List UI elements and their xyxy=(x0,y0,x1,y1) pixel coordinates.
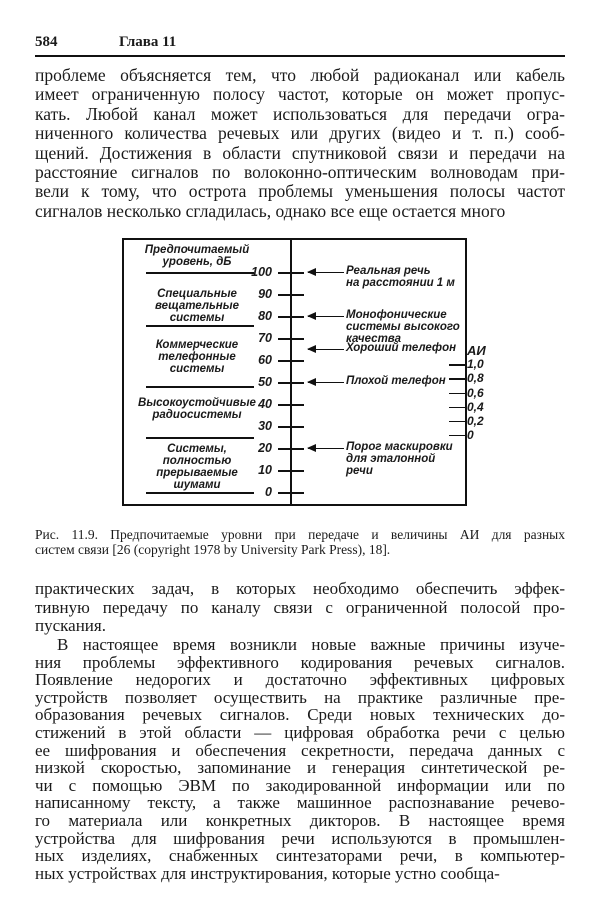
category-divider xyxy=(146,325,254,327)
category-label-line: Специальные xyxy=(157,288,237,300)
ai-tick-label: 0,4 xyxy=(467,399,484,414)
category-label-line: шумами xyxy=(173,478,221,491)
arrow-icon xyxy=(308,272,344,273)
ai-scale xyxy=(465,240,486,442)
text-line: стижений в этой области — цифровая обработка речи с целью xyxy=(35,722,565,742)
ai-tick xyxy=(449,364,465,366)
arrow-icon xyxy=(308,316,344,317)
arrow-icon xyxy=(308,448,344,449)
arrow-icon xyxy=(308,382,344,383)
paragraph-3 xyxy=(35,636,565,882)
ai-tick xyxy=(449,393,465,395)
arrow-icon xyxy=(308,349,344,350)
text-line: В настоящее время возникли новые важные причины изуче- xyxy=(57,635,565,654)
level-tick-label: 40 xyxy=(258,397,272,411)
reference-label-line: Реальная речь xyxy=(346,265,431,277)
level-tick-label: 50 xyxy=(258,375,272,389)
text-line: ных изделиях, снабженных синтезаторами речи, в компьютер- xyxy=(35,846,565,866)
text-line: низкой скоростью, запоминание и генерация синтетической ре- xyxy=(35,758,565,778)
reference-label-line: Монофонические xyxy=(346,309,447,321)
level-tick-label: 90 xyxy=(258,287,272,301)
ai-tick xyxy=(449,421,465,423)
ai-scale-label: АИ xyxy=(467,343,486,359)
text-line: написанному тексту, а также машинное распознавание речево- xyxy=(35,793,565,813)
figure-diagram xyxy=(122,238,486,506)
category-label-line: телефонные xyxy=(158,350,236,363)
text-line: чи с помощью ЭВМ по закодированной информации или по xyxy=(35,775,565,795)
category-label-line: Коммерческие xyxy=(155,338,239,351)
category-label-line: системы xyxy=(169,312,225,324)
level-tick-label: 20 xyxy=(258,441,272,455)
page-number: 584 xyxy=(35,34,58,50)
ai-tick-label: 1,0 xyxy=(467,357,484,372)
category-label-line: Системы, xyxy=(167,442,227,455)
level-tick xyxy=(278,492,304,494)
level-tick-label: 0 xyxy=(265,485,272,499)
level-tick-label: 70 xyxy=(258,331,272,345)
level-tick xyxy=(278,316,304,318)
reference-label-line: для эталонной xyxy=(346,453,436,465)
reference-label-line: на расстоянии 1 м xyxy=(346,277,455,289)
figure-caption xyxy=(35,527,565,557)
text-line: проблеме объясняется тем, что любой радиоканал или кабель xyxy=(35,65,565,85)
category-label-line: Высокоустойчивые xyxy=(138,397,256,410)
reference-label xyxy=(346,375,496,387)
ai-tick-label: 0,8 xyxy=(467,371,484,386)
level-tick-label: 60 xyxy=(258,353,272,367)
text-line: устройств позволяет осуществить на практике различные пре- xyxy=(35,687,565,707)
category-label-line: системы xyxy=(169,362,225,375)
level-tick-label: 10 xyxy=(258,463,272,477)
title-line: Предпочитаемый xyxy=(144,244,250,256)
level-tick xyxy=(278,272,304,274)
paragraph-2 xyxy=(35,580,565,636)
title-line: уровень, дБ xyxy=(162,256,232,268)
paragraph-1 xyxy=(35,66,565,221)
ai-tick-label: 0,6 xyxy=(467,385,484,400)
text-line: образования речевых сигналов. Среди новых технических до- xyxy=(35,705,565,725)
level-tick-label: 100 xyxy=(251,265,272,279)
header-rule xyxy=(35,55,565,57)
chapter-title: Глава 11 xyxy=(119,34,177,50)
reference-label xyxy=(346,309,496,345)
category-label-line: прерываемые xyxy=(156,466,238,479)
level-tick xyxy=(278,404,304,406)
text-line: вели к тому, что острота проблемы уменьшения полосы частот xyxy=(35,181,565,202)
level-tick xyxy=(278,338,304,340)
text-line: практических задач, в которых необходимо обеспечить эффек- xyxy=(35,579,565,598)
text-line: Рис. 11.9. Предпочитаемые уровни при передаче и величины АИ для разных xyxy=(35,527,565,542)
text-line: щений. Достижения в области спутниковой связи и передачи на xyxy=(35,142,565,163)
level-tick xyxy=(278,470,304,472)
text-line: ее шифрования и обеспечения секретности, передача данных с xyxy=(35,740,565,760)
text-line: систем связи [26 (copyright 1978 by University Park Press), 18]. xyxy=(35,542,391,557)
reference-label-line: Хороший телефон xyxy=(346,342,457,354)
category-label-line: радиосистемы xyxy=(152,409,242,422)
reference-label-line: Порог маскировки xyxy=(346,441,453,453)
ai-tick xyxy=(449,407,465,409)
ai-tick-label: 0,2 xyxy=(467,413,484,428)
running-header xyxy=(35,34,335,54)
text-line: ных устройствах для инструктирования, которые устно сообща- xyxy=(35,863,500,883)
level-tick-label: 30 xyxy=(258,419,272,433)
level-tick xyxy=(278,294,304,296)
ai-tick-label: 0 xyxy=(467,427,474,442)
text-line: кать. Любой канал может использоваться для передачи огра- xyxy=(35,103,565,124)
text-line: го материала или конкретных дикторов. В настоящее время xyxy=(35,810,565,830)
text-line: ниченного количества речевых или других (видео и т. п.) сооб- xyxy=(35,123,565,144)
text-line: Появление недорогих и достаточно эффективных цифровых xyxy=(35,670,565,690)
text-line: устройства для шифрования речи используются в промышлен- xyxy=(35,828,565,848)
figure-divider xyxy=(290,240,292,504)
text-line: расстояние сигналов по волоконно-оптическим волноводам при- xyxy=(35,162,565,183)
text-line: тивную передачу по каналу связи с ограниченной полосой про- xyxy=(35,597,565,617)
level-tick xyxy=(278,382,304,384)
level-tick xyxy=(278,448,304,450)
category-divider xyxy=(146,437,254,439)
reference-label xyxy=(346,342,496,354)
category-label-line: вещательные xyxy=(155,300,239,312)
text-line: пускания. xyxy=(35,616,106,636)
category-label-line: полностью xyxy=(162,454,232,467)
level-tick xyxy=(278,360,304,362)
reference-label-line: речи xyxy=(346,465,373,477)
text-line: ния проблемы эффективного кодирования речевых сигналов. xyxy=(35,652,565,672)
level-tick-label: 80 xyxy=(258,309,272,323)
level-tick xyxy=(278,426,304,428)
text-line: сигналов несколько сгладилась, однако все еще остается много xyxy=(35,200,506,221)
reference-label-line: качества xyxy=(346,333,401,345)
figure-axis-title xyxy=(122,244,272,268)
text-line: имеет ограниченную полосу частот, которые он может пропус- xyxy=(35,84,565,105)
ai-tick xyxy=(449,435,465,437)
reference-label xyxy=(346,441,496,477)
reference-label-line: системы высокого xyxy=(346,321,460,333)
reference-label xyxy=(346,265,496,289)
reference-label-line: Плохой телефон xyxy=(346,375,446,387)
